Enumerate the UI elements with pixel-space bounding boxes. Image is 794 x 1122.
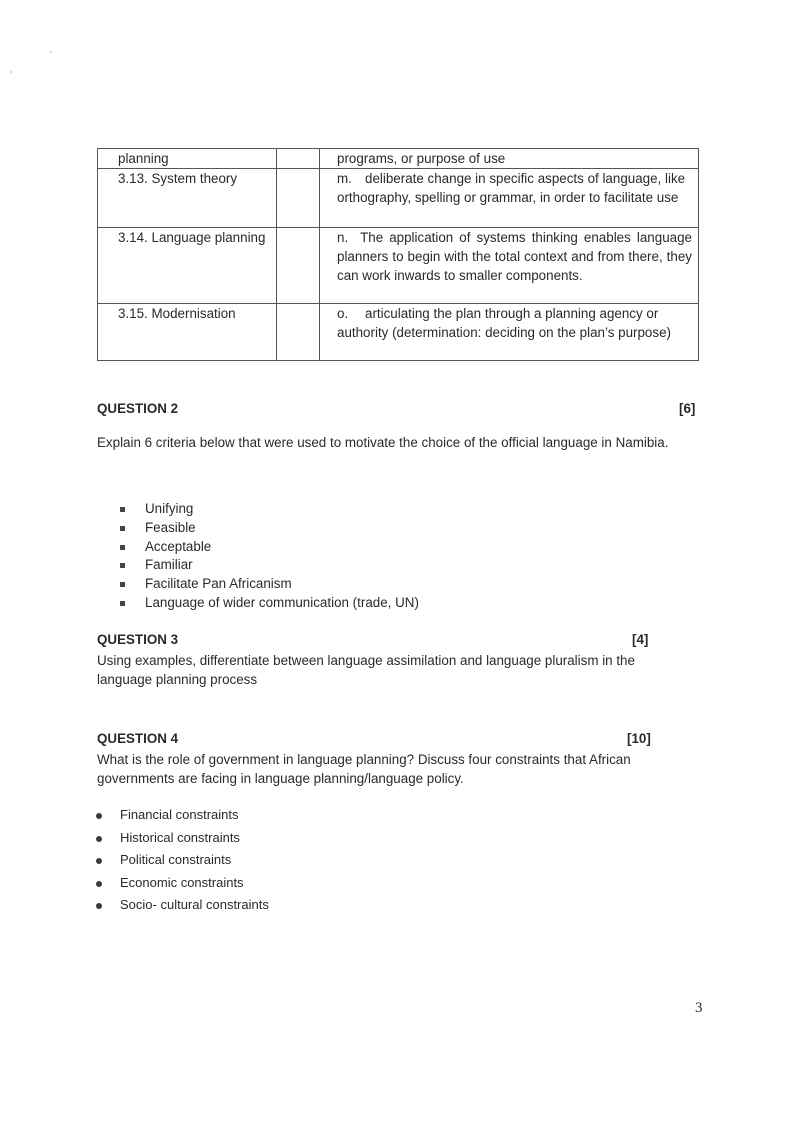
definition-label: m.: [337, 171, 352, 186]
table-row: [98, 304, 699, 361]
table-row: [98, 169, 699, 228]
page-number: 3: [695, 1000, 703, 1016]
list-item: Familiar: [118, 556, 419, 575]
list-item: Feasible: [118, 519, 419, 538]
list-item: Language of wider communication (trade, UN): [118, 594, 419, 613]
list-item: Acceptable: [118, 538, 419, 557]
answer-blank-cell[interactable]: [277, 169, 320, 228]
term-cell: planning: [98, 149, 277, 169]
list-item: Socio- cultural constraints: [94, 894, 269, 917]
list-item: Political constraints: [94, 849, 269, 872]
question-3-prompt: Using examples, differentiate between language assimilation and language pluralism in the language planning process: [97, 653, 635, 687]
scan-speck: [50, 51, 52, 53]
definition-cell: [320, 304, 699, 361]
term-cell: 3.15. Modernisation: [98, 304, 277, 361]
definition-cell: [320, 169, 699, 228]
question-2-prompt: Explain 6 criteria below that were used to motivate the choice of the official language in Namibia.: [97, 435, 669, 450]
table-row: [98, 228, 699, 304]
question-4-marks: [10]: [627, 731, 651, 746]
question-3-marks: [4]: [632, 632, 649, 647]
definition-cell: [320, 228, 699, 304]
question-2-heading: QUESTION 2: [97, 401, 179, 416]
answer-blank-cell[interactable]: [277, 304, 320, 361]
list-item: Financial constraints: [94, 804, 269, 827]
term-cell: 3.14. Language planning: [98, 228, 277, 304]
table-row: [98, 149, 699, 169]
matching-table: [97, 148, 699, 361]
term-cell: 3.13. System theory: [98, 169, 277, 228]
question-3-heading: QUESTION 3: [97, 632, 179, 647]
question-4-prompt: What is the role of government in language planning? Discuss four constraints that African governments are facing in language planning/language policy.: [97, 752, 631, 786]
list-item: Facilitate Pan Africanism: [118, 575, 419, 594]
definition-cell: [320, 149, 699, 169]
list-item: Economic constraints: [94, 872, 269, 895]
answer-blank-cell[interactable]: [277, 149, 320, 169]
list-item: Historical constraints: [94, 827, 269, 850]
list-item: Unifying: [118, 500, 419, 519]
question-4-heading: QUESTION 4: [97, 731, 179, 746]
question-2-marks: [6]: [679, 401, 696, 416]
answer-blank-cell[interactable]: [277, 228, 320, 304]
definition-text: articulating the plan through a planning agency or authority (determination: deciding on the plan’s purpose): [337, 306, 671, 340]
definition-label: o.: [337, 306, 349, 321]
question-2-criteria-list: [118, 500, 419, 613]
definition-text: The application of systems thinking enables language planners to begin with the total context and from there, they can work inwards to smaller components.: [337, 230, 692, 283]
definition-text: programs, or purpose of use: [337, 151, 506, 166]
definition-text: deliberate change in specific aspects of language, like orthography, spelling or grammar, in order to facilitate use: [337, 171, 686, 205]
scan-speck: [10, 71, 12, 73]
definition-label: n.: [337, 230, 349, 245]
question-4-constraints-list: [94, 804, 269, 917]
